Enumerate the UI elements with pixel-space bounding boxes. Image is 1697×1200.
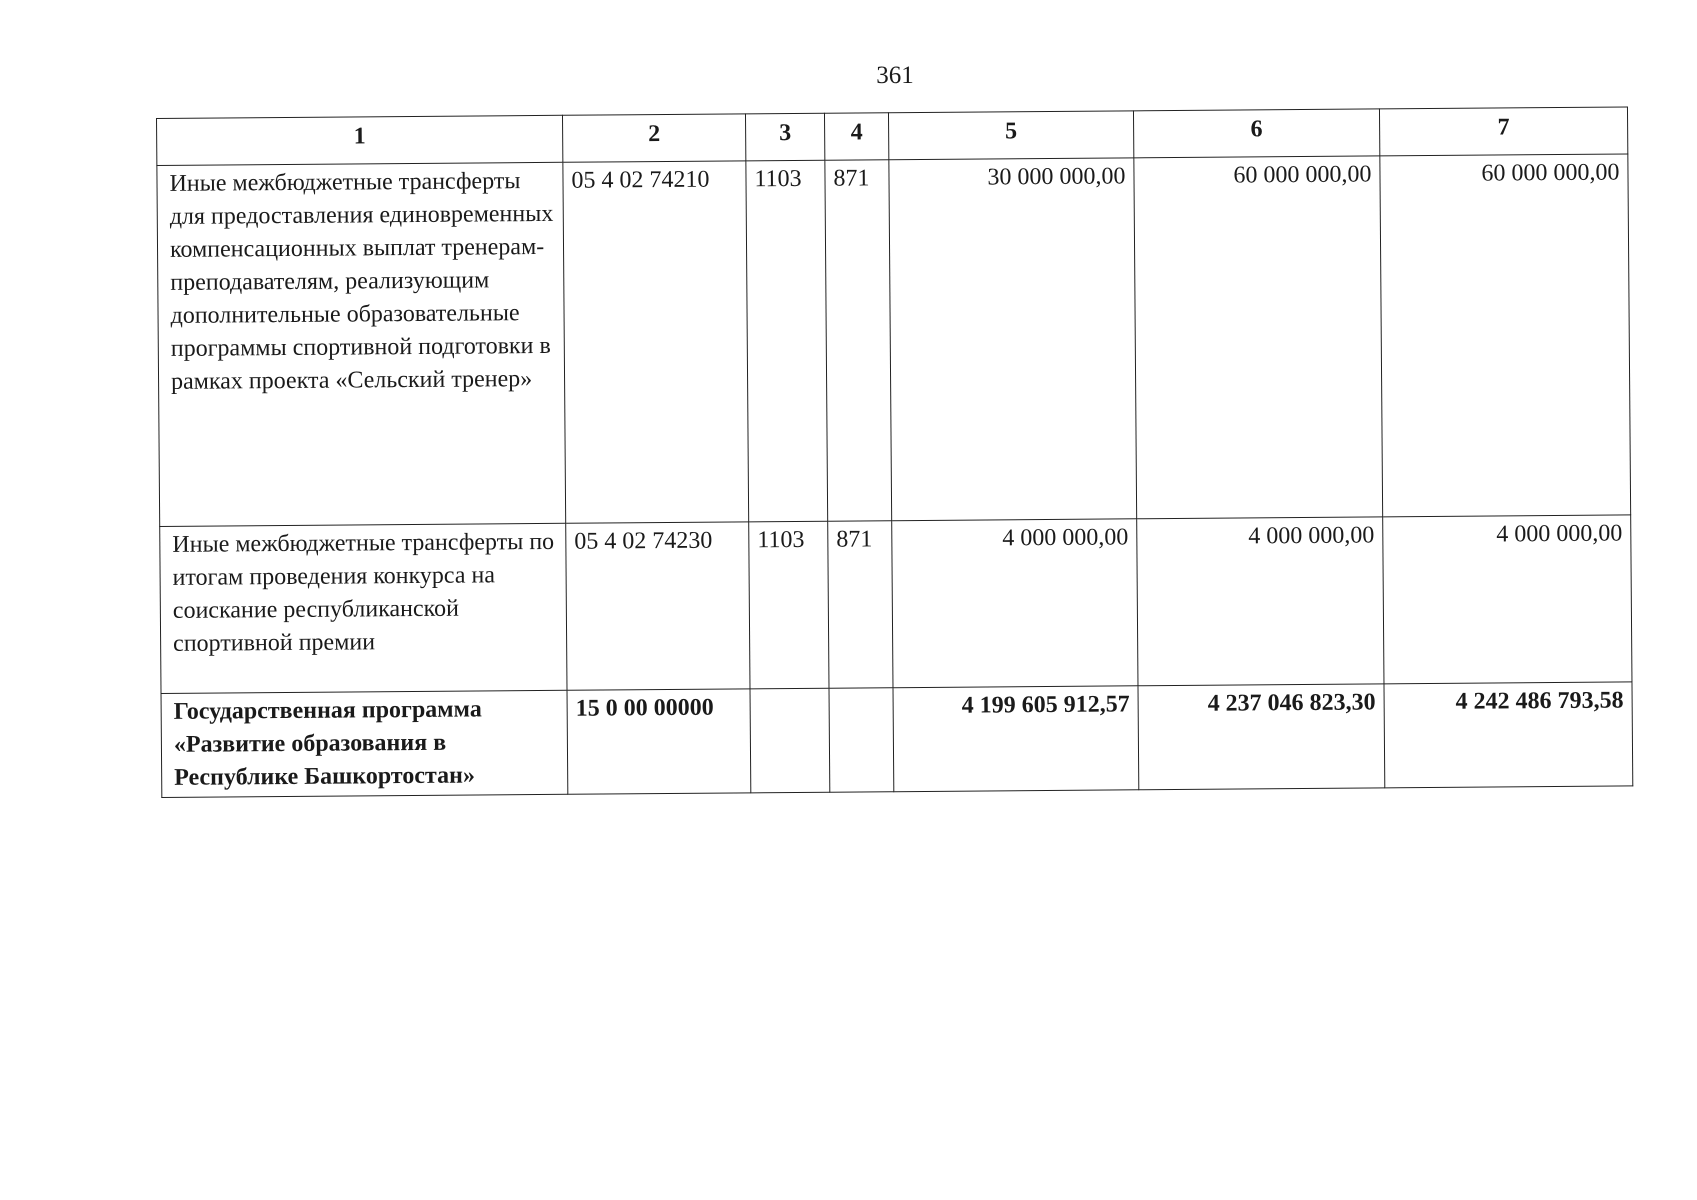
row-name: Иные межбюджетные трансферты по итогам проведения конкурса на соискание республиканской спортивной премии — [160, 523, 567, 693]
row-amount-2: 4 237 046 823,30 — [1138, 684, 1385, 790]
row-amount-3: 60 000 000,00 — [1380, 154, 1631, 517]
table-row — [160, 515, 1632, 694]
column-header-5: 5 — [888, 111, 1133, 160]
row-amount-1: 30 000 000,00 — [889, 158, 1137, 521]
column-header-4: 4 — [824, 113, 888, 161]
column-header-2: 2 — [562, 114, 745, 162]
row-amount-1: 4 199 605 912,57 — [893, 686, 1139, 792]
row-section: 1103 — [749, 521, 829, 689]
table-row-total — [161, 682, 1633, 798]
budget-table-wrapper — [156, 106, 1633, 798]
row-type: 871 — [825, 160, 892, 521]
row-amount-3: 4 242 486 793,58 — [1384, 682, 1633, 788]
row-code: 05 4 02 74210 — [563, 161, 749, 523]
page-number: 361 — [876, 62, 914, 89]
table-row — [157, 154, 1631, 527]
row-amount-2: 60 000 000,00 — [1134, 156, 1383, 519]
row-amount-2: 4 000 000,00 — [1137, 517, 1384, 686]
row-type: 871 — [828, 521, 893, 688]
row-section — [750, 688, 830, 793]
column-header-3: 3 — [745, 113, 824, 161]
column-header-1: 1 — [157, 115, 563, 165]
row-name: Иные межбюджетные трансферты для предоставления единовременных компенсационных выплат тренерам-преподавателям, реализующим дополнительные образовательные программы спортивной подготовки в рамках проекта «Сельский тренер» — [157, 162, 566, 526]
budget-table — [156, 106, 1633, 798]
row-type — [829, 688, 894, 792]
row-code: 15 0 00 00000 — [567, 689, 751, 794]
column-header-7: 7 — [1379, 107, 1627, 156]
row-code: 05 4 02 74230 — [566, 522, 750, 690]
row-name: Государственная программа «Развитие образования в Республике Башкортостан» — [161, 690, 568, 797]
row-amount-1: 4 000 000,00 — [892, 519, 1138, 688]
column-header-6: 6 — [1133, 109, 1379, 158]
row-section: 1103 — [746, 160, 828, 522]
row-amount-3: 4 000 000,00 — [1383, 515, 1632, 684]
